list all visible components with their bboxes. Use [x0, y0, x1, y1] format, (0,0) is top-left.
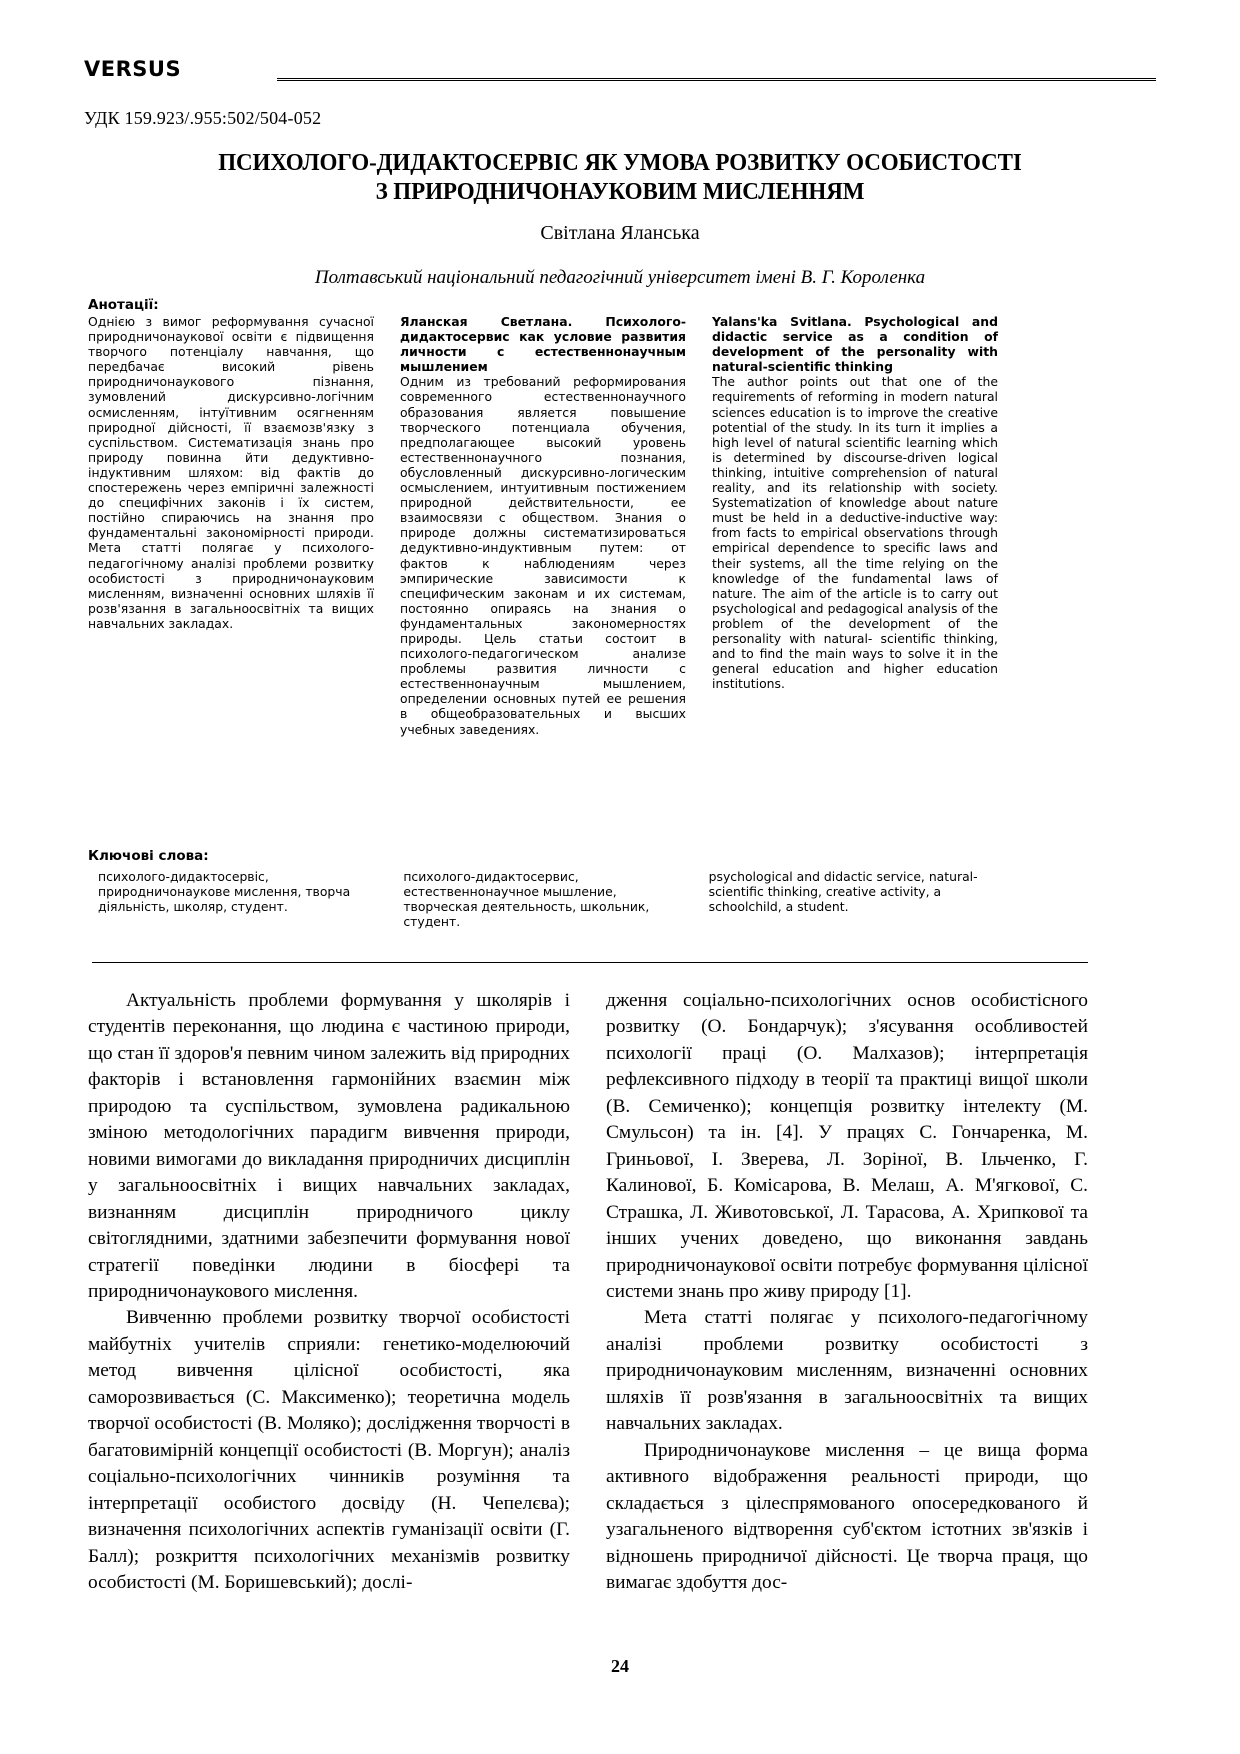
section-divider: [92, 962, 1088, 963]
keywords-ru: психолого-дидактосервис, естественнонаучное мышление, творческая деятельность, школьник, студент.: [403, 869, 650, 930]
keywords-en: psychological and didactic service, natural-scientific thinking, creative activity, a schoolchild, a student.: [708, 869, 978, 915]
title-block: [84, 148, 1156, 289]
abstract-column-en: [712, 314, 998, 737]
body-column-right: [606, 988, 1088, 1596]
running-head: [84, 58, 1156, 92]
abstract-lead-en: Yalans'ka Svitlana. Psychological and didactic service as a condition of development of the personality with natural-scientific thinking: [712, 314, 998, 375]
abstract-column-uk: [88, 314, 374, 737]
keywords-section: [98, 869, 998, 929]
paragraph: Мета статті полягає у психолого-педагогічному аналізі проблеми розвитку особистості з природничонауковим мисленням, визначенні основних шляхів її розв'язання в загальноосвітніх та вищих навчальних закладах.: [606, 1307, 1088, 1435]
abstract-text-ru: Одним из требований реформирования современного естественнонаучного образования является повышение творческого потенциала обучения, предполагающее высокий уровень естественнонаучного познания, обусловленный дискурсивно-логическим осмыслением, интуитивным постижением природной действительности, ее взаимосвязи с обществом. Знания о природе должны систематизироваться дедуктивно-индуктивным путем: от фактов к наблюдениям через эмпирические зависимости к специфическим законам и их системам, постоянно опираясь на знания о фундаментальных закономерностях природы. Цель статьи состоит в психолого-педагогическом анализе проблемы развития личности с естественнонаучным мышлением, определении основных путей ее решения в общеобразовательных и высших учебных заведениях.: [400, 374, 686, 737]
article-affiliation: Полтавський національний педагогічний університет імені В. Г. Короленка: [314, 267, 926, 288]
abstract-text-uk: Однією з вимог реформування сучасної природничонаукової освіти є підвищення творчого потенціалу навчання, що передбачає високий рівень природничонаукового пізнання, зумовлений дискурсивно-логічним осмисленням, інтуїтивним осягненням природної дійсності, її взаємозв'язку з суспільством. Систематизація знань про природу повинна йти дедуктивно-індуктивним шляхом: від фактів до спостережень через емпіричні залежності до специфічних законів і їх систем, постійно спираючись на знання про фундаментальні закономірності природи. Мета статті полягає у психолого-педагогічному аналізі проблеми розвитку особистості з природничонауковим мисленням, визначенні основних шляхів її розв'язання в загальноосвітніх та вищих навчальних закладах.: [88, 314, 374, 631]
abstracts-section: [88, 314, 998, 737]
udk-code: УДК 159.923/.955:502/504-052: [84, 108, 322, 128]
paragraph: дження соціально-психологічних основ особистісного розвитку (О. Бондарчук); з'ясування особливостей психології праці (О. Малхазов); інтерпретація рефлексивного підходу в теорії та практиці вищої школи (В. Семиченко); концепція розвитку інтелекту (М. Смульсон) та ін. [4]. У працях С. Гончаренка, М. Гриньової, І. Зверева, Л. Зоріної, В. Ільченко, Г. Калинової, Б. Комісарова, В. Мелаш, А. М'ягкової, С. Страшка, Л. Животовської, Л. Тарасова, А. Хрипкової та інших учених доведено, що виконання завдань природничонаукової освіти потребує формування цілісної системи знань про живу природу [1].: [606, 990, 1088, 1302]
abstracts-heading: Анотації:: [88, 297, 159, 313]
paragraph: Природничонаукове мислення – це вища форма активного відображення реальності природи, що складається з цілеспрямованого опосередкованого й узагальненого відтворення суб'єктом істотних зв'язків і відношень природничої дійсності. Це творча праця, що вимагає здобуття дос-: [606, 1439, 1088, 1593]
keywords-heading: Ключові слова:: [88, 848, 209, 864]
page-number: 24: [611, 1656, 629, 1676]
paragraph: Актуальність проблеми формування у школярів і студентів переконання, що людина є частиною природи, що стан її здоров'я певним чином залежить від природних факторів і встановлення гармонійних взаємин між природою та суспільством, зумовлена радикальною зміною методологічних парадигм вивчення природи, новими вимогами до викладання природничих дисциплін у загальноосвітніх і вищих навчальних закладах, визнанням дисциплін природничого циклу світоглядними, здатними забезпечити формування нової стратегії поведінки людини в біосфері та природничонаукового мислення.: [88, 990, 570, 1302]
body-text: [88, 988, 1088, 1596]
paragraph: Вивченню проблеми розвитку творчої особистості майбутніх учителів сприяли: генетико-моделюючий метод вивчення цілісної особистості, яка саморозвивається (С. Максименко); теоретична модель творчої особистості (В. Моляко); дослідження творчості в багатовимірній концепції особистості (В. Моргун); аналіз соціально-психологічних чинників розуміння та інтерпретації особистого досвіду (Н. Чепелєва); визначення психологічних аспектів гуманізації освіти (Г. Балл); розкриття психологічних механізмів розвитку особистості (М. Боришевський); дослі-: [88, 1307, 570, 1593]
keywords-uk: психолого-дидактосервіс, природничонаукове мислення, творча діяльність, школяр, студент.: [98, 869, 351, 915]
body-column-left: [88, 988, 570, 1596]
abstract-column-ru: [400, 314, 686, 737]
article-title: [116, 148, 1124, 206]
article-title-line-1: ПСИХОЛОГО-ДИДАКТОСЕРВІС ЯК УМОВА РОЗВИТКУ ОСОБИСТОСТІ: [218, 149, 1022, 176]
header-rule: [277, 78, 1156, 81]
journal-name: VERSUS: [84, 57, 182, 81]
article-title-line-2: З ПРИРОДНИЧОНАУКОВИМ МИСЛЕННЯМ: [375, 178, 865, 205]
abstract-text-en: The author points out that one of the requirements of reforming in modern natural sciences education is to improve the creative potential of the study. In its turn it implies a high level of natural scientific learning which is determined by discourse-driven logical thinking, intuitive comprehension of natural reality, and its relationship with society. Systematization of knowledge about nature must be held in a deductive-inductive way: from facts to empirical observations through empirical dependence to specific laws and their systems, all the time relying on the knowledge of the fundamental laws of nature. The aim of the article is to carry out psychological and pedagogical analysis of the problem of the development of the personality with natural- scientific thinking, and to find the main ways to solve it in the general education and higher education institutions.: [712, 374, 998, 692]
article-author: Світлана Яланська: [540, 222, 700, 244]
abstract-lead-ru: Яланская Светлана. Психолого-дидактосервис как условие развития личности с естественнонаучным мышлением: [400, 314, 686, 375]
